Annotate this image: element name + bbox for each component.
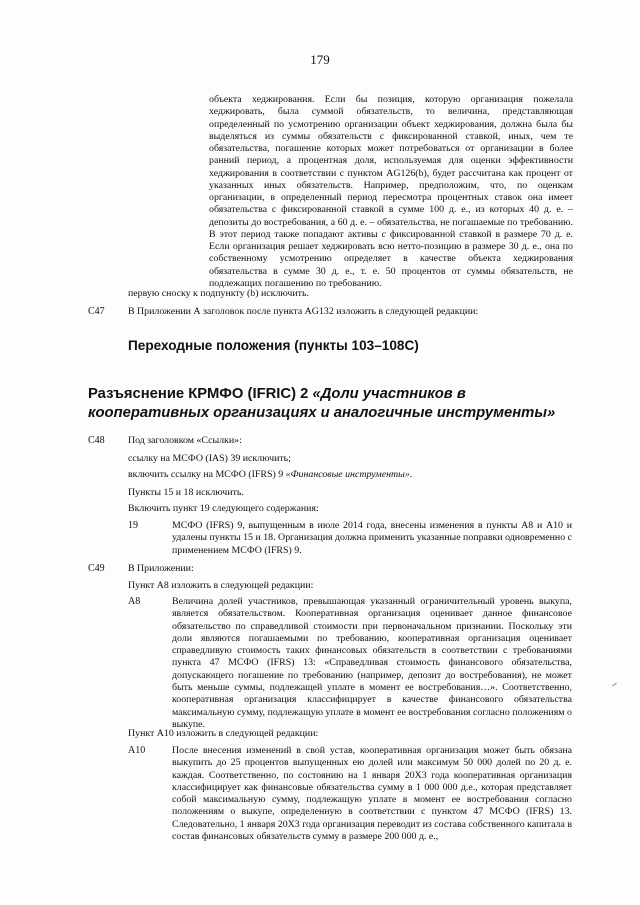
paragraph-number-19: 19 — [128, 520, 138, 531]
main-heading-prefix: Разъяснение КРМФО (IFRIC) 2 — [88, 386, 313, 402]
c49-line-1: В Приложении: — [128, 563, 194, 574]
c48-line-4: Пункты 15 и 18 исключить. — [128, 487, 244, 498]
margin-mark — [612, 683, 617, 687]
footnote-instruction: первую сноску к подпункту (b) исключить. — [128, 288, 309, 299]
main-heading — [88, 385, 558, 423]
c48-line-5: Включить пункт 19 следующего содержания: — [128, 503, 319, 514]
transition-heading: Переходные положения (пункты 103–108C) — [128, 338, 419, 353]
c48-line-3 — [128, 469, 412, 481]
c48-line-3-suffix: . — [409, 469, 413, 480]
c49-line-3: Пункт A10 изложить в следующей редакции: — [128, 728, 319, 739]
c48-line-2: ссылку на МСФО (IAS) 39 исключить; — [128, 453, 291, 464]
clause-number-c48: C48 — [88, 435, 105, 446]
main-heading-title: «Доли участников в кооперативных организациях и аналогичные инструменты» — [88, 386, 556, 421]
paragraph-a10-text: После внесения изменений в свой устав, кооперативная организация может быть обязана выкупить до 25 процентов выпущенных ею долей или максимум 50 000 долей по 20 д. е. каждая. Соответственно, по состоянию на 1 января 20X3 года кооперативная организация классифицирует как финансовые обязательства сумму в 1 000 000 д.е., которая представляет собой максимальную сумму, подлежащую уплате в момент ее востребования согласно положениям о выкупе, определенную в соответствии с пунктом 47 МСФО (IFRS) 13. Следовательно, 1 января 20X3 года организация переводит из состава собственного капитала в состав финансовых обязательств сумму в размере 200 000 д. е., — [172, 745, 572, 843]
clause-number-c47: C47 — [88, 306, 105, 317]
paragraph-a8-text: Величина долей участников, превышающая указанный ограничительный уровень выкупа, является обязательством. Кооперативная организация оценивает данное финансовое обязательство по справедливой стоимости при первоначальном признании. Поскольку эти доли являются погашаемыми по требованию, кооперативная организация оценивает справедливую стоимость таких финансовых обязательств в соответствии с требованиями пункта 47 МСФО (IFRS) 13: «Справедливая стоимость финансового обязательства, допускающего погашение по требованию (например, депозит до востребования), не может быть меньше суммы, подлежащей уплате в момент ее востребования…». Соответственно, кооперативная организация классифицирует в качестве финансового обязательства максимальную сумму, подлежащую уплате в момент ее востребования согласно положениям о выкупе. — [172, 596, 572, 730]
quoted-paragraph: объекта хеджирования. Если бы позиция, которую организация пожелала хеджировать, была суммой обязательств, то величина, представляющая определенный по усмотрению организации объект хеджирования, должна была бы выделяться из суммы обязательств с фиксированной ставкой, иных, чем те обязательства, погашение которых может потребоваться от организации в более ранний период, а процентная доля, используемая для оценки эффективности хеджирования в соответствии с пунктом AG126(b), будет рассчитана как процент от указанных иных обязательств. Например, предположим, что, по оценкам организации, в определенный период пересмотра процентных ставок она имеет обязательства с фиксированной ставкой в сумме 100 д. е., из которых 40 д. е. – депозиты до востребования, а 60 д. е. – обязательства, не погашаемые по требованию. В этот период также попадают активы с фиксированной ставкой в размере 70 д. е. Если организация решает хеджировать всю нетто-позицию в размере 30 д. е., она по собственному усмотрению определяет в качестве объекта хеджирования обязательства в сумме 30 д. е., т. е. 50 процентов от суммы обязательств, не подлежащих погашению по требованию. — [209, 94, 573, 289]
c48-line-3-prefix: включить ссылку на МСФО (IFRS) 9 — [128, 469, 286, 480]
c48-line-1: Под заголовком «Ссылки»: — [128, 435, 242, 446]
clause-c47-text: В Приложении А заголовок после пункта AG132 изложить в следующей редакции: — [128, 306, 479, 317]
c48-line-3-italic: «Финансовые инструменты» — [285, 469, 410, 480]
clause-number-c49: C49 — [88, 563, 105, 574]
c49-line-2: Пункт A8 изложить в следующей редакции: — [128, 580, 314, 591]
paragraph-19-text: МСФО (IFRS) 9, выпущенным в июле 2014 года, внесены изменения в пункты A8 и A10 и удалены пункты 15 и 18. Организация должна применить указанные поправки одновременно с применением МСФО (IFRS) 9. — [172, 520, 572, 556]
page-number: 179 — [310, 52, 330, 67]
paragraph-number-a8: A8 — [128, 596, 141, 607]
paragraph-number-a10: A10 — [128, 745, 146, 756]
